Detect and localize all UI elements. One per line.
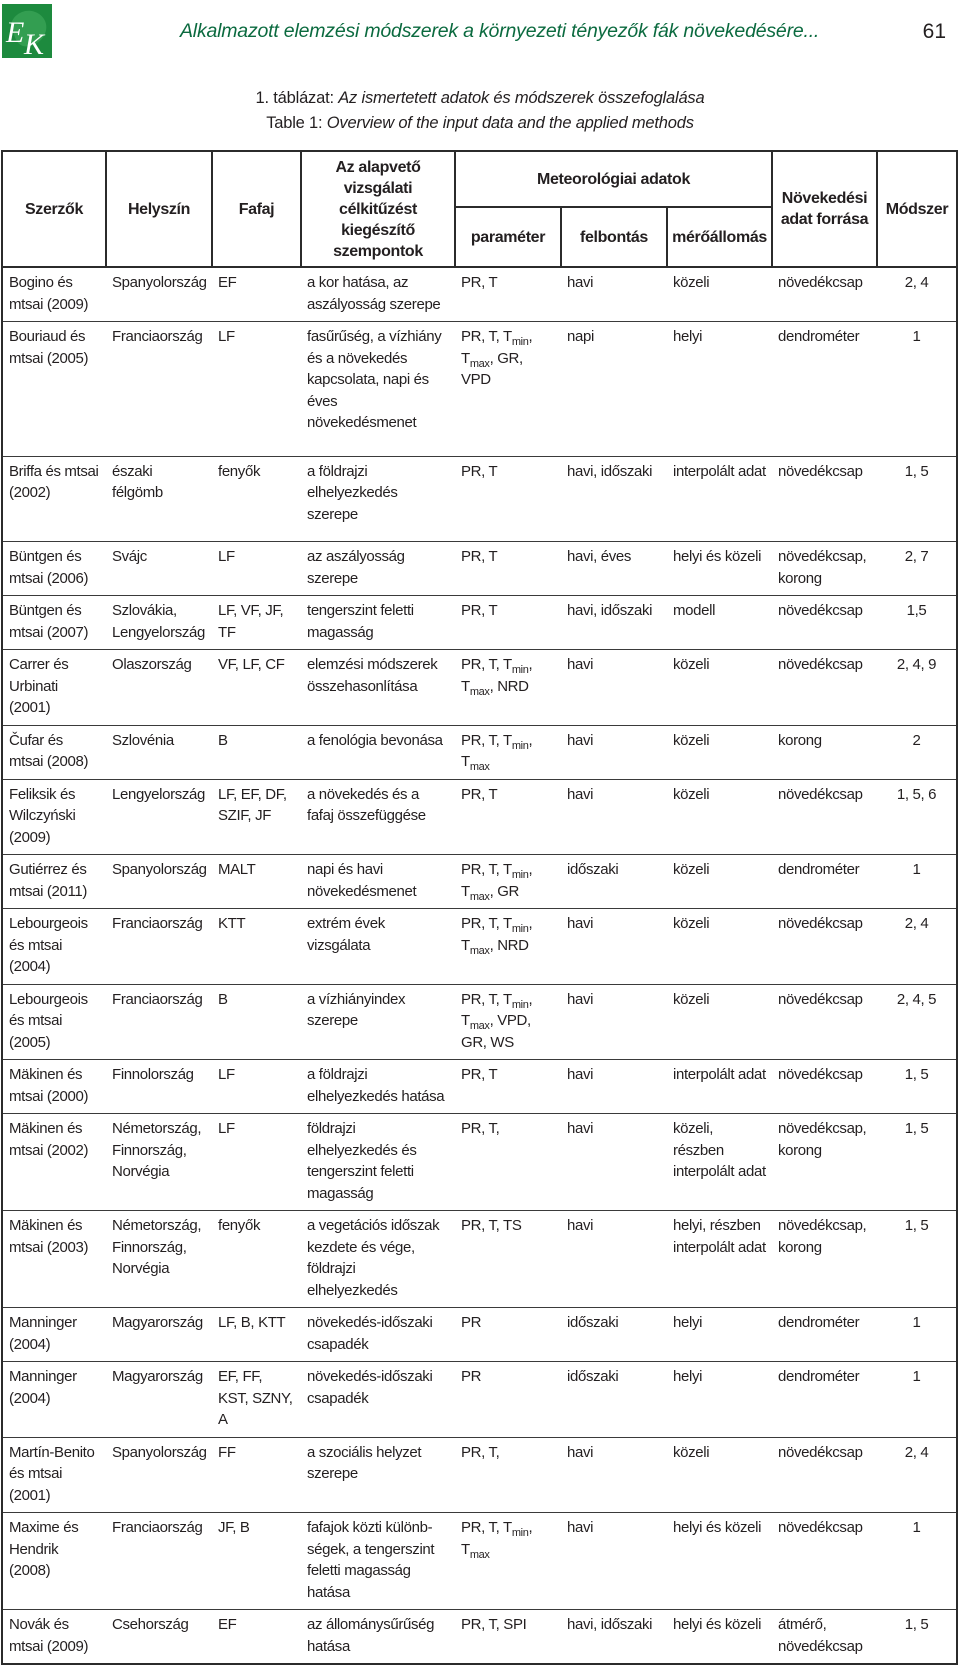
cell-celkituzes: a növekedés és a fafaj összefüggése: [301, 779, 455, 855]
cell-forras: növedékcsap: [772, 267, 877, 322]
cell-meroallomas: közeli, részben interpolált adat: [667, 1114, 772, 1211]
cell-helyszin: Szlovákia, Lengyelország: [106, 596, 212, 650]
svg-text:K: K: [24, 28, 45, 58]
table-row: [2, 542, 957, 596]
cell-fafaj: LF: [212, 1114, 301, 1211]
table-row: [2, 1437, 957, 1513]
cell-felbontas: havi: [561, 1513, 667, 1610]
cell-celkituzes: fasűrűség, a vízhiány és a növekedés kapcsolata, napi és éves növekedésmenet: [301, 322, 455, 457]
cell-helyszin: Németország, Finnország, Norvégia: [106, 1114, 212, 1211]
cell-parameter: PR, T, $T_{min}$, $T_{max}$, GR: [455, 855, 561, 909]
cell-parameter: PR: [455, 1362, 561, 1438]
header-helyszin: Helyszín: [106, 151, 212, 267]
cell-fafaj: FF: [212, 1437, 301, 1513]
header-fafaj: Fafaj: [212, 151, 301, 267]
cell-celkituzes: tengerszint feletti magasság: [301, 596, 455, 650]
cell-fafaj: EF, FF, KST, SZNY, A: [212, 1362, 301, 1438]
table-row: [2, 1362, 957, 1438]
cell-szerzok: Carrer és Urbinati (2001): [2, 650, 106, 726]
cell-meroallomas: helyi és közeli: [667, 1610, 772, 1665]
cell-felbontas: havi: [561, 267, 667, 322]
table-row: [2, 267, 957, 322]
table-row: [2, 855, 957, 909]
table-row: [2, 1513, 957, 1610]
cell-forras: növedékcsap: [772, 984, 877, 1060]
table-row: [2, 1114, 957, 1211]
cell-meroallomas: helyi, részben interpolált adat: [667, 1211, 772, 1308]
cell-forras: növedékcsap: [772, 1060, 877, 1114]
cell-felbontas: időszaki: [561, 855, 667, 909]
svg-text:E: E: [6, 16, 25, 49]
table-body: [2, 267, 957, 1664]
cell-szerzok: Čufar és mtsai (2008): [2, 725, 106, 779]
journal-logo: [2, 4, 52, 58]
cell-meroallomas: modell: [667, 596, 772, 650]
cell-modszer: 2, 7: [877, 542, 957, 596]
cell-fafaj: MALT: [212, 855, 301, 909]
cell-felbontas: havi, időszaki: [561, 1610, 667, 1665]
table-row: [2, 1211, 957, 1308]
cell-parameter: PR, T: [455, 456, 561, 542]
cell-forras: növedékcsap: [772, 596, 877, 650]
cell-szerzok: Büntgen és mtsai (2006): [2, 542, 106, 596]
cell-forras: növedékcsap, korong: [772, 1114, 877, 1211]
cell-felbontas: havi: [561, 650, 667, 726]
table-row: [2, 650, 957, 726]
cell-parameter: PR, T,: [455, 1114, 561, 1211]
cell-forras: növedékcsap, korong: [772, 1211, 877, 1308]
cell-modszer: 1, 5: [877, 1211, 957, 1308]
cell-helyszin: Lengyelország: [106, 779, 212, 855]
cell-helyszin: Spanyolország: [106, 267, 212, 322]
cell-szerzok: Feliksik és Wilczyński (2009): [2, 779, 106, 855]
cell-modszer: 2, 4, 5: [877, 984, 957, 1060]
cell-fafaj: fenyők: [212, 456, 301, 542]
table-row: [2, 779, 957, 855]
table-row: [2, 322, 957, 457]
cell-modszer: 2, 4: [877, 267, 957, 322]
cell-fafaj: EF: [212, 1610, 301, 1665]
cell-felbontas: időszaki: [561, 1308, 667, 1362]
cell-parameter: PR, T,: [455, 1437, 561, 1513]
cell-modszer: 1: [877, 855, 957, 909]
cell-celkituzes: a vegetációs időszak kezdete és vége, földrajzi elhelyezkedés: [301, 1211, 455, 1308]
cell-celkituzes: az aszályosság szerepe: [301, 542, 455, 596]
cell-celkituzes: elemzési módszerek összehasonlítása: [301, 650, 455, 726]
cell-modszer: 1, 5: [877, 1114, 957, 1211]
cell-fafaj: LF, B, KTT: [212, 1308, 301, 1362]
cell-helyszin: Spanyolország: [106, 1437, 212, 1513]
cell-helyszin: Franciaország: [106, 984, 212, 1060]
table-row: [2, 984, 957, 1060]
cell-meroallomas: helyi és közeli: [667, 542, 772, 596]
cell-szerzok: Martín-Benito és mtsai (2001): [2, 1437, 106, 1513]
cell-helyszin: Szlovénia: [106, 725, 212, 779]
cell-celkituzes: az állománysűrűség hatása: [301, 1610, 455, 1665]
cell-forras: dendrométer: [772, 855, 877, 909]
cell-szerzok: Büntgen és mtsai (2007): [2, 596, 106, 650]
cell-parameter: PR, T, $T_{min}$, $T_{max}$, NRD: [455, 650, 561, 726]
header-modszer: Módszer: [877, 151, 957, 267]
cell-celkituzes: napi és havi növekedésmenet: [301, 855, 455, 909]
cell-parameter: PR, T: [455, 542, 561, 596]
cell-fafaj: JF, B: [212, 1513, 301, 1610]
table-row: [2, 1308, 957, 1362]
caption-title-en: Overview of the input data and the applied methods: [326, 114, 694, 132]
cell-szerzok: Lebourgeois és mtsai (2005): [2, 984, 106, 1060]
cell-modszer: 2: [877, 725, 957, 779]
cell-celkituzes: a szociális helyzet szerepe: [301, 1437, 455, 1513]
cell-forras: növedékcsap, korong: [772, 542, 877, 596]
cell-helyszin: Finnolország: [106, 1060, 212, 1114]
cell-helyszin: Franciaország: [106, 322, 212, 457]
cell-fafaj: fenyők: [212, 1211, 301, 1308]
cell-modszer: 2, 4: [877, 909, 957, 985]
cell-helyszin: Magyarország: [106, 1362, 212, 1438]
cell-parameter: PR, T, $T_{min}$, $T_{max}$, GR, VPD: [455, 322, 561, 457]
cell-szerzok: Lebourgeois és mtsai (2004): [2, 909, 106, 985]
cell-forras: növedékcsap: [772, 1513, 877, 1610]
caption-prefix-hu: 1. táblázat:: [255, 89, 339, 107]
cell-szerzok: Manninger (2004): [2, 1308, 106, 1362]
cell-modszer: 2, 4, 9: [877, 650, 957, 726]
cell-forras: dendrométer: [772, 322, 877, 457]
cell-parameter: PR, T: [455, 1060, 561, 1114]
cell-meroallomas: helyi: [667, 1308, 772, 1362]
cell-parameter: PR, T, $T_{min}$, $T_{max}$: [455, 1513, 561, 1610]
cell-forras: korong: [772, 725, 877, 779]
cell-celkituzes: a kor hatása, az aszályosság szerepe: [301, 267, 455, 322]
cell-modszer: 1: [877, 1308, 957, 1362]
table-row: [2, 1060, 957, 1114]
cell-meroallomas: közeli: [667, 779, 772, 855]
table-row: [2, 1610, 957, 1665]
page-number: 61: [922, 20, 946, 43]
cell-felbontas: havi, időszaki: [561, 596, 667, 650]
cell-celkituzes: földrajzi elhelyezkedés és tengerszint feletti magasság: [301, 1114, 455, 1211]
cell-forras: növedékcsap: [772, 456, 877, 542]
cell-forras: dendrométer: [772, 1308, 877, 1362]
cell-modszer: 1: [877, 1513, 957, 1610]
cell-forras: növedékcsap: [772, 1437, 877, 1513]
cell-fafaj: LF: [212, 322, 301, 457]
cell-celkituzes: növekedés-időszaki csapadék: [301, 1362, 455, 1438]
cell-fafaj: LF: [212, 1060, 301, 1114]
cell-meroallomas: közeli: [667, 267, 772, 322]
table-caption-en: [0, 114, 960, 133]
header-parameter: paraméter: [455, 207, 561, 267]
cell-helyszin: Franciaország: [106, 1513, 212, 1610]
cell-meroallomas: közeli: [667, 984, 772, 1060]
header-meteo: Meteorológiai adatok: [455, 151, 772, 207]
cell-helyszin: Olaszország: [106, 650, 212, 726]
cell-fafaj: KTT: [212, 909, 301, 985]
header-felbontas: felbontás: [561, 207, 667, 267]
cell-celkituzes: a földrajzi elhelyezkedés szerepe: [301, 456, 455, 542]
cell-szerzok: Maxime és Hendrik (2008): [2, 1513, 106, 1610]
header-meroallomas: mérőállomás: [667, 207, 772, 267]
cell-felbontas: napi: [561, 322, 667, 457]
cell-szerzok: Mäkinen és mtsai (2003): [2, 1211, 106, 1308]
cell-szerzok: Briffa és mtsai (2002): [2, 456, 106, 542]
cell-felbontas: havi: [561, 909, 667, 985]
cell-szerzok: Bogino és mtsai (2009): [2, 267, 106, 322]
cell-parameter: PR, T, $T_{min}$, $T_{max}$: [455, 725, 561, 779]
cell-fafaj: LF, VF, JF, TF: [212, 596, 301, 650]
cell-helyszin: Németország, Finnország, Norvégia: [106, 1211, 212, 1308]
cell-meroallomas: interpolált adat: [667, 456, 772, 542]
cell-felbontas: havi: [561, 1114, 667, 1211]
header-szerzok: Szerzők: [2, 151, 106, 267]
cell-parameter: PR: [455, 1308, 561, 1362]
cell-felbontas: havi: [561, 1211, 667, 1308]
cell-helyszin: Magyarország: [106, 1308, 212, 1362]
cell-helyszin: Csehország: [106, 1610, 212, 1665]
cell-meroallomas: helyi: [667, 322, 772, 457]
cell-meroallomas: közeli: [667, 725, 772, 779]
cell-szerzok: Gutiérrez és mtsai (2011): [2, 855, 106, 909]
cell-szerzok: Mäkinen és mtsai (2000): [2, 1060, 106, 1114]
cell-forras: növedékcsap: [772, 779, 877, 855]
cell-felbontas: havi: [561, 725, 667, 779]
cell-meroallomas: helyi és közeli: [667, 1513, 772, 1610]
cell-celkituzes: növekedés-időszaki csapadék: [301, 1308, 455, 1362]
cell-fafaj: B: [212, 984, 301, 1060]
cell-felbontas: havi, éves: [561, 542, 667, 596]
cell-meroallomas: helyi: [667, 1362, 772, 1438]
cell-celkituzes: fafajok közti különb-ségek, a tengerszint feletti magasság hatása: [301, 1513, 455, 1610]
cell-felbontas: időszaki: [561, 1362, 667, 1438]
table-row: [2, 596, 957, 650]
cell-meroallomas: interpolált adat: [667, 1060, 772, 1114]
cell-celkituzes: a földrajzi elhelyezkedés hatása: [301, 1060, 455, 1114]
cell-szerzok: Bouriaud és mtsai (2005): [2, 322, 106, 457]
caption-prefix-en: Table 1:: [266, 114, 327, 132]
cell-meroallomas: közeli: [667, 1437, 772, 1513]
table-caption-hu: [0, 89, 960, 108]
cell-fafaj: EF: [212, 267, 301, 322]
cell-modszer: 1, 5, 6: [877, 779, 957, 855]
cell-felbontas: havi, időszaki: [561, 456, 667, 542]
cell-felbontas: havi: [561, 779, 667, 855]
cell-forras: növedékcsap: [772, 650, 877, 726]
cell-helyszin: Svájc: [106, 542, 212, 596]
cell-modszer: 2, 4: [877, 1437, 957, 1513]
cell-meroallomas: közeli: [667, 650, 772, 726]
running-title: Alkalmazott elemzési módszerek a környezeti tényezők fák növekedésére...: [180, 20, 820, 42]
cell-felbontas: havi: [561, 1437, 667, 1513]
summary-table: [1, 150, 958, 1665]
cell-modszer: 1, 5: [877, 1610, 957, 1665]
table-row: [2, 909, 957, 985]
cell-szerzok: Mäkinen és mtsai (2002): [2, 1114, 106, 1211]
cell-forras: átmérő, növedékcsap: [772, 1610, 877, 1665]
cell-fafaj: B: [212, 725, 301, 779]
cell-parameter: PR, T, SPI: [455, 1610, 561, 1665]
cell-celkituzes: a fenológia bevonása: [301, 725, 455, 779]
cell-celkituzes: a vízhiányindex szerepe: [301, 984, 455, 1060]
cell-szerzok: Manninger (2004): [2, 1362, 106, 1438]
caption-title-hu: Az ismertetett adatok és módszerek összefoglalása: [338, 89, 705, 107]
table-row: [2, 725, 957, 779]
cell-forras: dendrométer: [772, 1362, 877, 1438]
cell-szerzok: Novák és mtsai (2009): [2, 1610, 106, 1665]
cell-fafaj: LF, EF, DF, SZIF, JF: [212, 779, 301, 855]
cell-parameter: PR, T, $T_{min}$, $T_{max}$, VPD, GR, WS: [455, 984, 561, 1060]
cell-parameter: PR, T: [455, 596, 561, 650]
cell-felbontas: havi: [561, 984, 667, 1060]
table-row: [2, 456, 957, 542]
cell-parameter: PR, T, $T_{min}$, $T_{max}$, NRD: [455, 909, 561, 985]
cell-helyszin: északi félgömb: [106, 456, 212, 542]
cell-forras: növedékcsap: [772, 909, 877, 985]
header-celkituzes: Az alapvető vizsgálati célkitűzést kiegészítő szempontok: [301, 151, 455, 267]
cell-modszer: 1,5: [877, 596, 957, 650]
cell-parameter: PR, T: [455, 267, 561, 322]
cell-helyszin: Franciaország: [106, 909, 212, 985]
header-novekedesi: Növekedési adat forrása: [772, 151, 877, 267]
cell-fafaj: VF, LF, CF: [212, 650, 301, 726]
cell-modszer: 1, 5: [877, 1060, 957, 1114]
cell-meroallomas: közeli: [667, 855, 772, 909]
cell-fafaj: LF: [212, 542, 301, 596]
cell-parameter: PR, T: [455, 779, 561, 855]
cell-parameter: PR, T, TS: [455, 1211, 561, 1308]
cell-meroallomas: közeli: [667, 909, 772, 985]
cell-helyszin: Spanyolország: [106, 855, 212, 909]
cell-celkituzes: extrém évek vizsgálata: [301, 909, 455, 985]
cell-felbontas: havi: [561, 1060, 667, 1114]
cell-modszer: 1: [877, 322, 957, 457]
cell-modszer: 1, 5: [877, 456, 957, 542]
cell-modszer: 1: [877, 1362, 957, 1438]
